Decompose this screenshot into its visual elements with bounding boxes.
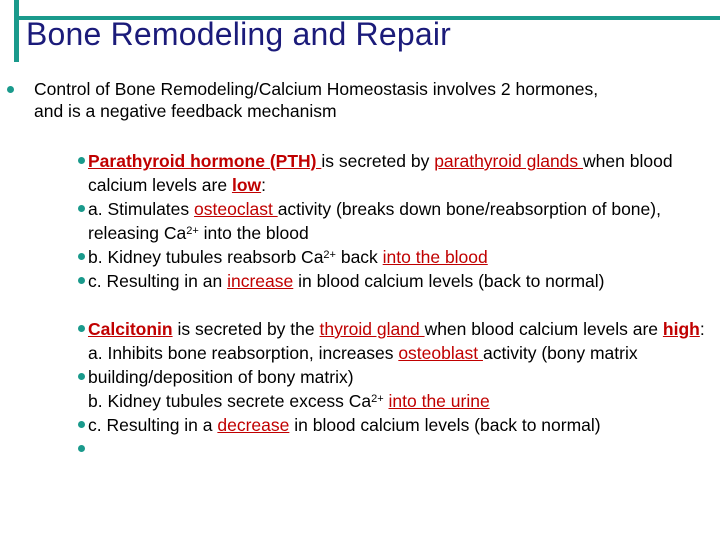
pth-hormone: Parathyroid hormone (PTH)	[88, 151, 322, 171]
bullet-icon	[78, 205, 85, 212]
pth-gland: parathyroid glands	[434, 151, 584, 171]
pth-summary: Parathyroid hormone (PTH) is secreted by parathyroid glands when blood calcium levels are low:	[88, 151, 673, 195]
bullet-icon	[78, 325, 85, 332]
calcitonin-section	[88, 317, 712, 437]
bullet-icon	[78, 445, 85, 452]
accent-bar-vertical	[14, 0, 19, 62]
calcitonin-osteoblast: osteoblast	[398, 343, 483, 363]
calcitonin-gland: thyroid gland	[319, 319, 425, 339]
calcitonin-summary: Calcitonin is secreted by the thyroid gland when blood calcium levels are high:	[88, 319, 705, 339]
pth-into-blood: into the blood	[382, 247, 488, 267]
bullet-icon	[78, 157, 85, 164]
pth-increase: increase	[227, 271, 294, 291]
pth-point-b: b. Kidney tubules reabsorb $Ca^{2+}$ back into the blood	[88, 247, 488, 267]
calcitonin-point-a: a. Inhibits bone reabsorption, increases osteoblast activity (bony matrix building/deposition of bony matrix)	[88, 343, 638, 387]
intro-line-1: Control of Bone Remodeling/Calcium Homeostasis involves 2 hormones,	[34, 79, 599, 99]
calcitonin-point-c: c. Resulting in a decrease in blood calcium levels (back to normal)	[88, 415, 601, 435]
bullet-icon	[7, 86, 14, 93]
calcitonin-level: high	[662, 319, 700, 339]
calcitonin-point-b: b. Kidney tubules secrete excess $Ca^{2+}$ into the urine	[88, 391, 490, 411]
intro-line-2: and is a negative feedback mechanism	[34, 101, 337, 121]
bullet-icon	[78, 373, 85, 380]
calcitonin-hormone: Calcitonin	[88, 319, 173, 339]
calcitonin-decrease: decrease	[217, 415, 290, 435]
pth-point-a: a. Stimulates osteoclast activity (breaks down bone/reabsorption of bone), releasing $Ca^{2+}$ into the blood	[88, 199, 661, 243]
pth-point-c: c. Resulting in an increase in blood calcium levels (back to normal)	[88, 271, 605, 291]
bullet-icon	[78, 277, 85, 284]
bullet-icon	[78, 421, 85, 428]
pth-level: low	[231, 175, 262, 195]
slide-title: Bone Remodeling and Repair	[26, 16, 452, 52]
bullet-icon	[78, 253, 85, 260]
pth-osteoclast: osteoclast	[194, 199, 278, 219]
calcitonin-into-urine: into the urine	[388, 391, 490, 411]
pth-section	[88, 149, 712, 293]
intro-text	[34, 78, 704, 122]
